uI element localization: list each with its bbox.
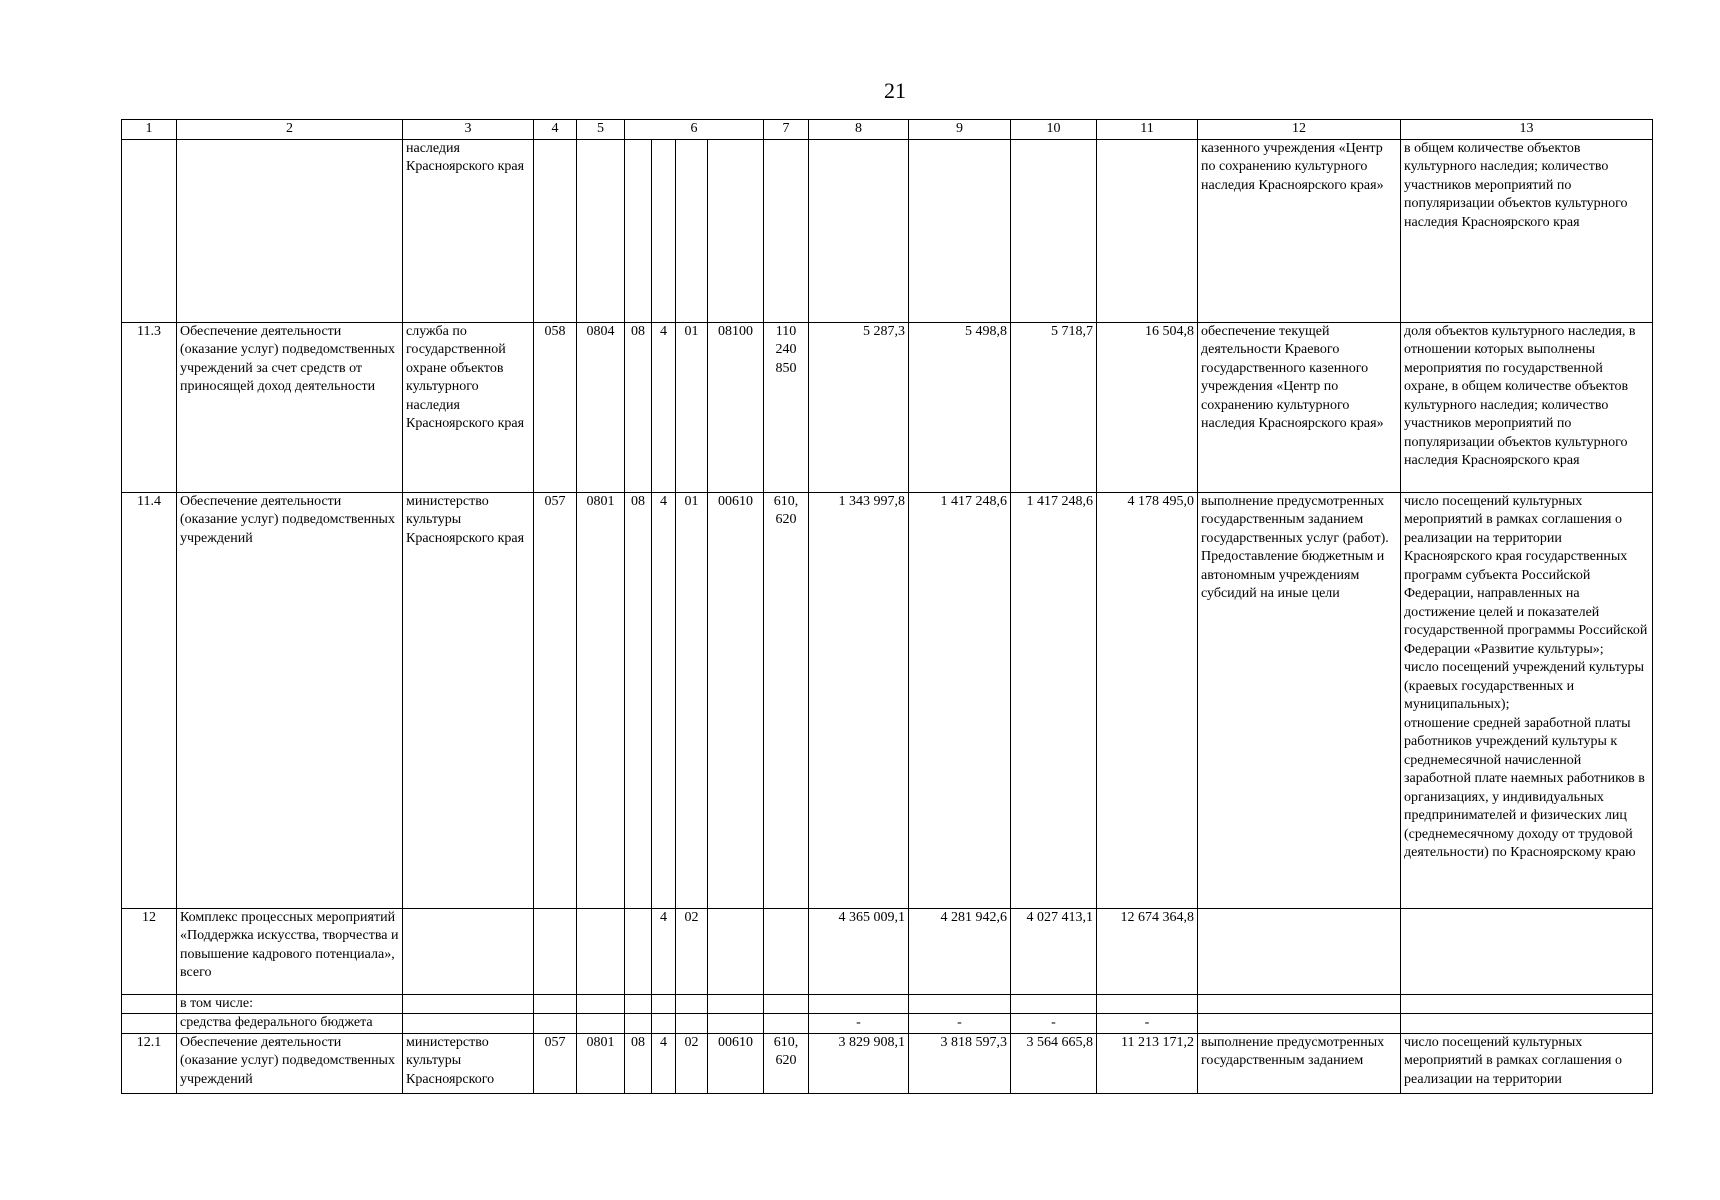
amount-year-3-cell: 1 417 248,6	[1011, 492, 1097, 908]
code-subprogram-cell: 4	[652, 322, 676, 492]
code-grbs-cell	[534, 994, 577, 1014]
code-event-cell: 01	[676, 322, 708, 492]
amount-year-1-cell	[809, 139, 909, 322]
amount-year-3-cell	[1011, 994, 1097, 1014]
code-program-cell: 08	[625, 322, 652, 492]
code-event-cell	[676, 1014, 708, 1034]
amount-total-cell: -	[1097, 1014, 1198, 1034]
responsible-executor-cell: служба по государственной охране объектов культурного наследия Красноярского края	[403, 322, 534, 492]
header-cell: 2	[177, 120, 403, 140]
indicator-cell	[1401, 1014, 1653, 1034]
table-row	[122, 1014, 1653, 1034]
code-subprogram-cell	[652, 994, 676, 1014]
code-grbs-cell	[534, 1014, 577, 1034]
table-row	[122, 908, 1653, 994]
code-event-cell: 02	[676, 1033, 708, 1093]
code-subprogram-cell	[652, 1014, 676, 1034]
code-program-cell	[625, 1014, 652, 1034]
table-row	[122, 994, 1653, 1014]
header-cell: 6	[625, 120, 764, 140]
indicator-cell: число посещений культурных мероприятий в рамках соглашения о реализации на территории	[1401, 1033, 1653, 1093]
code-event-cell	[676, 994, 708, 1014]
amount-year-3-cell: 3 564 665,8	[1011, 1033, 1097, 1093]
code-section-cell: 0801	[577, 492, 625, 908]
code-grbs-cell: 058	[534, 322, 577, 492]
header-cell: 11	[1097, 120, 1198, 140]
code-direction-cell	[708, 139, 764, 322]
amount-total-cell: 16 504,8	[1097, 322, 1198, 492]
table-row	[122, 322, 1653, 492]
row-number-cell: 12.1	[122, 1033, 177, 1093]
code-section-cell: 0804	[577, 322, 625, 492]
amount-year-2-cell: 1 417 248,6	[909, 492, 1011, 908]
amount-year-2-cell	[909, 994, 1011, 1014]
code-subprogram-cell: 4	[652, 1033, 676, 1093]
expected-result-cell: обеспечение текущей деятельности Краевого государственного казенного учреждения «Центр по сохранению культурного наследия Красноярского края»	[1198, 322, 1401, 492]
amount-year-1-cell: -	[809, 1014, 909, 1034]
code-direction-cell: 00610	[708, 492, 764, 908]
expected-result-cell	[1198, 994, 1401, 1014]
indicator-cell: число посещений культурных мероприятий в рамках соглашения о реализации на территории Красноярского края государственных программ субъекта Российской Федерации, направленных на достижение целей и показателей государственной программы Российской Федерации «Развитие культуры»; число посещений учреждений культуры (краевых государственных и муниципальных); отношение средней заработной платы работников учреждений культуры к среднемесячной начисленной заработной плате наемных работников в организациях, у индивидуальных предпринимателей и физических лиц (среднемесячному доходу от трудовой деятельности) по Красноярскому краю	[1401, 492, 1653, 908]
item-name-cell: средства федерального бюджета	[177, 1014, 403, 1034]
row-number-cell	[122, 1014, 177, 1034]
code-section-cell	[577, 139, 625, 322]
item-name-cell: Обеспечение деятельности (оказание услуг) подведомственных учреждений	[177, 492, 403, 908]
amount-year-2-cell: -	[909, 1014, 1011, 1034]
page-number: 21	[884, 78, 906, 103]
item-name-cell: Комплекс процессных мероприятий «Поддержка искусства, творчества и повышение кадрового потенциала», всего	[177, 908, 403, 994]
responsible-executor-cell	[403, 1014, 534, 1034]
code-program-cell: 08	[625, 1033, 652, 1093]
indicator-cell: доля объектов культурного наследия, в отношении которых выполнены мероприятия по государственной охране, в общем количестве объектов культурного наследия; количество участников мероприятий по популяризации объектов культурного наследия Красноярского края	[1401, 322, 1653, 492]
code-grbs-cell	[534, 908, 577, 994]
code-subprogram-cell	[652, 139, 676, 322]
responsible-executor-cell	[403, 994, 534, 1014]
code-section-cell: 0801	[577, 1033, 625, 1093]
code-grbs-cell	[534, 139, 577, 322]
table-row	[122, 1033, 1653, 1093]
code-direction-cell: 08100	[708, 322, 764, 492]
code-event-cell: 02	[676, 908, 708, 994]
header-cell: 9	[909, 120, 1011, 140]
amount-year-2-cell: 4 281 942,6	[909, 908, 1011, 994]
code-expense-type-cell	[764, 908, 809, 994]
indicator-cell	[1401, 994, 1653, 1014]
header-cell: 3	[403, 120, 534, 140]
expected-result-cell: выполнение предусмотренных государственным заданием	[1198, 1033, 1401, 1093]
item-name-cell	[177, 139, 403, 322]
code-program-cell: 08	[625, 492, 652, 908]
amount-total-cell	[1097, 139, 1198, 322]
code-program-cell	[625, 139, 652, 322]
table-row	[122, 139, 1653, 322]
item-name-cell: в том числе:	[177, 994, 403, 1014]
responsible-executor-cell: наследия Красноярского края	[403, 139, 534, 322]
header-cell: 5	[577, 120, 625, 140]
header-cell: 4	[534, 120, 577, 140]
code-expense-type-cell: 110 240 850	[764, 322, 809, 492]
responsible-executor-cell: министерство культуры Красноярского края	[403, 492, 534, 908]
code-grbs-cell: 057	[534, 1033, 577, 1093]
amount-year-2-cell	[909, 139, 1011, 322]
item-name-cell: Обеспечение деятельности (оказание услуг) подведомственных учреждений за счет средств от приносящей доход деятельности	[177, 322, 403, 492]
row-number-cell: 12	[122, 908, 177, 994]
header-cell: 10	[1011, 120, 1097, 140]
amount-year-1-cell: 5 287,3	[809, 322, 909, 492]
code-expense-type-cell	[764, 994, 809, 1014]
amount-year-3-cell: 5 718,7	[1011, 322, 1097, 492]
amount-year-2-cell: 3 818 597,3	[909, 1033, 1011, 1093]
code-expense-type-cell: 610, 620	[764, 1033, 809, 1093]
code-expense-type-cell: 610, 620	[764, 492, 809, 908]
code-event-cell	[676, 139, 708, 322]
amount-year-3-cell: 4 027 413,1	[1011, 908, 1097, 994]
code-program-cell	[625, 908, 652, 994]
table-row	[122, 492, 1653, 908]
header-cell: 1	[122, 120, 177, 140]
responsible-executor-cell	[403, 908, 534, 994]
indicator-cell: в общем количестве объектов культурного наследия; количество участников мероприятий по популяризации объектов культурного наследия Красноярского края	[1401, 139, 1653, 322]
amount-year-1-cell: 1 343 997,8	[809, 492, 909, 908]
expected-result-cell: выполнение предусмотренных государственным заданием государственных услуг (работ). Предоставление бюджетным и автономным учреждениям субсидий на иные цели	[1198, 492, 1401, 908]
code-expense-type-cell	[764, 139, 809, 322]
code-section-cell	[577, 994, 625, 1014]
amount-year-1-cell	[809, 994, 909, 1014]
header-cell: 7	[764, 120, 809, 140]
code-subprogram-cell: 4	[652, 492, 676, 908]
expected-result-cell	[1198, 908, 1401, 994]
code-grbs-cell: 057	[534, 492, 577, 908]
amount-year-3-cell: -	[1011, 1014, 1097, 1034]
code-direction-cell	[708, 908, 764, 994]
row-number-cell	[122, 139, 177, 322]
amount-year-3-cell	[1011, 139, 1097, 322]
expected-result-cell: казенного учреждения «Центр по сохранению культурного наследия Красноярского края»	[1198, 139, 1401, 322]
amount-year-2-cell: 5 498,8	[909, 322, 1011, 492]
amount-year-1-cell: 4 365 009,1	[809, 908, 909, 994]
indicator-cell	[1401, 908, 1653, 994]
amount-total-cell: 11 213 171,2	[1097, 1033, 1198, 1093]
header-cell: 13	[1401, 120, 1653, 140]
responsible-executor-cell: министерство культуры Красноярского	[403, 1033, 534, 1093]
row-number-cell: 11.4	[122, 492, 177, 908]
code-section-cell	[577, 908, 625, 994]
row-number-cell: 11.3	[122, 322, 177, 492]
header-cell: 8	[809, 120, 909, 140]
code-direction-cell: 00610	[708, 1033, 764, 1093]
amount-total-cell: 12 674 364,8	[1097, 908, 1198, 994]
row-number-cell	[122, 994, 177, 1014]
amount-year-1-cell: 3 829 908,1	[809, 1033, 909, 1093]
item-name-cell: Обеспечение деятельности (оказание услуг) подведомственных учреждений	[177, 1033, 403, 1093]
code-direction-cell	[708, 994, 764, 1014]
code-section-cell	[577, 1014, 625, 1034]
code-expense-type-cell	[764, 1014, 809, 1034]
code-event-cell: 01	[676, 492, 708, 908]
header-cell: 12	[1198, 120, 1401, 140]
budget-table	[121, 119, 1653, 1094]
amount-total-cell	[1097, 994, 1198, 1014]
header-row	[122, 120, 1653, 140]
code-direction-cell	[708, 1014, 764, 1034]
code-subprogram-cell: 4	[652, 908, 676, 994]
expected-result-cell	[1198, 1014, 1401, 1034]
code-program-cell	[625, 994, 652, 1014]
amount-total-cell: 4 178 495,0	[1097, 492, 1198, 908]
